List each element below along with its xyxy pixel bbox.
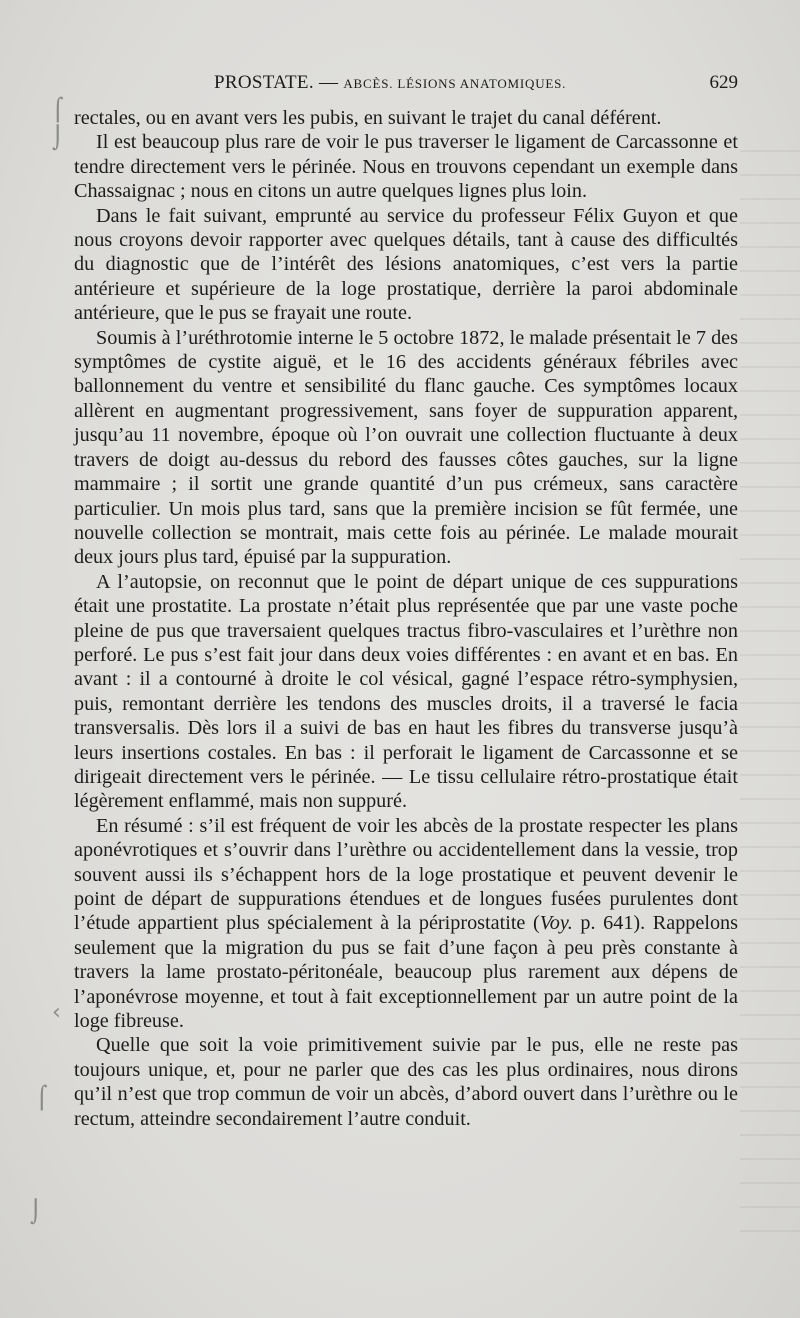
pencil-bracket-mark: ⌠	[36, 1086, 48, 1111]
pencil-bracket-mark: ⌠	[52, 98, 64, 123]
paragraph: Il est beaucoup plus rare de voir le pus traverser le ligament de Carcassonne et tendre directement vers le périnée. Nous en trouvons cependant un exemple dans Chassaignac ; nous en citons un autre quelques lignes plus loin.	[74, 131, 738, 203]
running-title	[214, 72, 566, 94]
paragraph-text: En résumé : s’il est fréquent de voir les abcès de la prostate respecter les plans aponévrotiques et s’ouvrir dans l’urèthre ou accidentellement dans la vessie, trop souvent aussi ils s’échappent hors de la loge prostatique et peuvent devenir le point de départ de suppurations étendues et de longues fusées purulentes dont l’étude appartient plus spécialement à la périprostatite (	[74, 814, 738, 935]
header-title-separator: —	[318, 72, 339, 93]
paragraph: Dans le fait suivant, emprunté au service du professeur Félix Guyon et que nous croyons devoir rapporter avec quelques détails, tant à cause des difficultés du diagnostic que de l’intérêt des lésions anatomiques, c’est vers la partie antérieure et supérieure de la loge prostatique, derrière la paroi abdominale antérieure, que le pus se frayait une route.	[74, 204, 738, 325]
show-through-texture	[740, 150, 800, 1250]
paragraph: Soumis à l’uréthrotomie interne le 5 octobre 1872, le malade présentait le 7 des symptômes de cystite aiguë, et le 16 des accidents généraux fébriles avec ballonnement du ventre et sensibilité du flanc gauche. Ces symptômes locaux allèrent en augmentant progressivement, sans foyer de suppuration apparent, jusqu’au 11 novembre, époque où l’on ouvrait une collection fluctuante à deux travers de doigt au-dessus du rebord des fausses côtes gauches, sur la ligne mammaire ; il sortit une grande quantité d’un pus crémeux, sans caractère particulier. Un mois plus tard, sans que la première incision se fût fermée, une nouvelle collection se montrait, mais cette fois au périnée. Le malade mourait deux jours plus tard, épuisé par la suppuration.	[74, 326, 738, 569]
header-title-main: PROSTATE.	[214, 72, 314, 93]
paragraph	[74, 814, 738, 1034]
header-title-sub: ABCÈS. LÉSIONS ANATOMIQUES.	[343, 76, 567, 91]
pencil-bracket-mark: ‹	[52, 1000, 61, 1025]
italic-reference: Voy.	[539, 912, 573, 935]
page-number: 629	[709, 72, 738, 93]
body-text	[74, 106, 738, 1131]
pencil-bracket-mark: ⌡	[52, 126, 64, 151]
paragraph-text: p. 641). Rappelons seulement que la migration du pus se fait d’une façon à peu près constante à travers la lame prostato-péritonéale, beaucoup plus rarement aux dépens de l’aponévrose moyenne, et tout à fait exceptionnellement par un autre point de la loge fibreuse.	[74, 912, 738, 1033]
paragraph: A l’autopsie, on reconnut que le point de départ unique de ces suppurations était une prostatite. La prostate n’était plus représentée que par une vaste poche pleine de pus que traversaient quelques tractus fibro-vasculaires et l’urèthre non perforé. Le pus s’est fait jour dans deux voies différentes : en avant et en bas. En avant : il a contourné à droite le col vésical, gagné l’espace rétro-symphysien, puis, remontant derrière les tendons des muscles droits, il a traversé le facia transversalis. Dès lors il a suivi de bas en haut les fibres du transverse jusqu’à leurs insertions costales. En bas : il perforait le ligament de Carcassonne et se dirigeait directement vers le périnée. — Le tissu cellulaire rétro-prostatique était légèrement enflammé, mais non suppuré.	[74, 570, 738, 813]
running-header	[74, 72, 738, 102]
paragraph: rectales, ou en avant vers les pubis, en suivant le trajet du canal déférent.	[74, 107, 662, 129]
pencil-bracket-mark: ⌡	[30, 1200, 42, 1225]
paragraph: Quelle que soit la voie primitivement suivie par le pus, elle ne reste pas toujours unique, et, pour ne parler que des cas les plus ordinaires, nous dirons qu’il n’est que trop commun de voir un abcès, d’abord ouvert dans l’urèthre ou le rectum, atteindre secondairement l’autre conduit.	[74, 1034, 738, 1130]
